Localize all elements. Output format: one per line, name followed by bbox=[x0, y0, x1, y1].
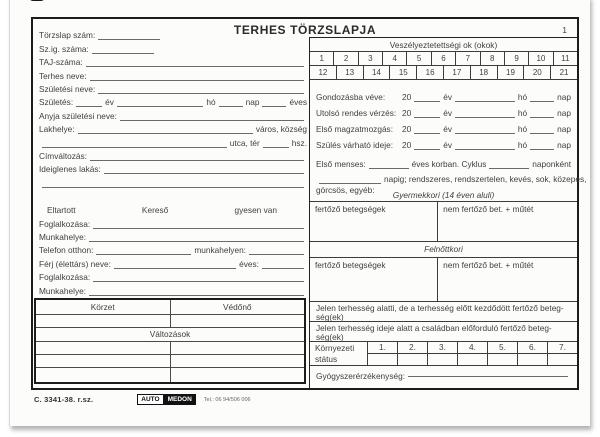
field-anyja-neve: Anyja születési neve: bbox=[39, 107, 307, 120]
write-line bbox=[455, 100, 515, 102]
field-lakhelye: Lakhelye: város, község bbox=[39, 124, 307, 135]
risk-cell: 11 bbox=[561, 54, 570, 63]
infect-box-child bbox=[310, 201, 577, 241]
paper-sheet bbox=[9, 0, 590, 426]
field-munkahelye-1: Munkahelye: bbox=[39, 229, 307, 242]
left-column bbox=[39, 27, 307, 296]
field-menses-napig: napig; rendszeres, rendszertelen, kevés, sok, közepes, bbox=[316, 169, 571, 184]
risk-cell: 13 bbox=[337, 66, 364, 79]
write-line bbox=[89, 240, 304, 242]
scan-artifact bbox=[29, 0, 45, 1]
status-options bbox=[39, 202, 307, 215]
field-munkahelye-2: Munkahelye: bbox=[39, 282, 307, 295]
kornyezeti-col: 2. bbox=[398, 342, 428, 365]
write-line bbox=[262, 267, 304, 269]
field-utca: utca, tér hsz. bbox=[39, 134, 307, 147]
cell-nem-fertozo: nem fertőző bet. + műtét bbox=[443, 260, 534, 270]
option-kereso: Kereső bbox=[141, 205, 169, 216]
table-header-row bbox=[36, 300, 304, 315]
section-jelen-terhesseg-csaladban: Jelen terhesség ideje alatt a családban előforduló fertőző beteg- ség(ek) bbox=[310, 321, 577, 341]
risk-cell: 18 bbox=[471, 66, 498, 79]
field-elso-menses: Első menses: éves korban. Cyklus naponként bbox=[316, 159, 572, 169]
risk-cell: 5 bbox=[407, 52, 431, 65]
write-line bbox=[104, 172, 304, 174]
write-line bbox=[319, 182, 381, 184]
kornyezeti-col: 1. bbox=[368, 342, 398, 365]
write-line bbox=[530, 116, 554, 118]
field-foglalkozasa-1: Foglalkozása: bbox=[39, 215, 307, 228]
write-line bbox=[530, 100, 554, 102]
korzet-vedono-table bbox=[34, 298, 306, 384]
risk-cell: 17 bbox=[444, 66, 471, 79]
header-korzet: Körzet bbox=[36, 300, 171, 314]
write-line bbox=[414, 132, 440, 134]
logo-medon: MEDON bbox=[164, 394, 196, 405]
table-row bbox=[36, 368, 304, 382]
kornyezeti-label: Környezeti státus bbox=[310, 342, 368, 365]
write-line bbox=[120, 119, 304, 121]
write-line bbox=[262, 105, 286, 107]
risk-cell: 3 bbox=[359, 52, 383, 65]
footer-phone: Tel.: 06 94/506 006 bbox=[203, 396, 251, 403]
table-row bbox=[36, 315, 304, 328]
section-header-felnottkori: Felnőttkori bbox=[310, 241, 577, 257]
write-line bbox=[42, 146, 227, 148]
field-foglalkozasa-2: Foglalkozása: bbox=[39, 269, 307, 282]
write-line bbox=[98, 38, 160, 40]
field-utolso-verzes: Utolsó rendes vérzés: 20 év hó nap bbox=[316, 108, 571, 118]
kornyezeti-col: 7. bbox=[548, 342, 577, 365]
form-code: C. 3341-38. r.sz. bbox=[34, 395, 94, 404]
printer-logo bbox=[137, 394, 196, 405]
right-panel bbox=[309, 37, 587, 388]
risk-cell: 20 bbox=[524, 66, 551, 79]
write-line bbox=[414, 100, 440, 102]
write-line bbox=[369, 167, 409, 169]
field-ferj-neve: Férj (élettárs) neve: éves: bbox=[39, 255, 307, 268]
write-line bbox=[489, 167, 529, 169]
field-torzslap-szam: Törzslap szám: bbox=[39, 27, 307, 40]
write-line bbox=[263, 146, 289, 148]
risk-numbers-row-1 bbox=[310, 52, 577, 66]
write-line bbox=[219, 105, 243, 107]
write-line bbox=[117, 105, 203, 107]
write-line bbox=[98, 92, 304, 94]
write-line bbox=[93, 280, 304, 282]
cell-nem-fertozo: nem fertőző bet. + műtét bbox=[443, 204, 534, 214]
field-elso-magzatmozgas: Első magzatmozgás: 20 év hó nap bbox=[316, 124, 571, 134]
risk-cell: 15 bbox=[390, 66, 417, 79]
form-border bbox=[31, 17, 587, 390]
section-header-gyermekkori: Gyermekkori (14 éven aluli) bbox=[392, 190, 495, 200]
field-menses-egyeb: görcsös, egyéb: bbox=[316, 185, 375, 195]
kornyezeti-col: 4. bbox=[458, 342, 488, 365]
field-blank-line bbox=[39, 178, 307, 188]
page-number: 1 bbox=[562, 25, 567, 35]
field-cimvaltozas: Címváltozás: bbox=[39, 148, 307, 161]
write-line bbox=[455, 116, 515, 118]
footer bbox=[34, 394, 251, 405]
kornyezeti-col: 3. bbox=[428, 342, 458, 365]
write-line bbox=[408, 375, 568, 377]
kornyezeti-col: 6. bbox=[518, 342, 548, 365]
risk-cell: 14 bbox=[364, 66, 391, 79]
write-line bbox=[249, 253, 304, 255]
write-line bbox=[530, 132, 554, 134]
field-terhes-neve: Terhes neve: bbox=[39, 67, 307, 80]
section-jelen-terhesseg-alatti: Jelen terhesség alatti, de a terhesség előtt kezdődött fertőző beteg- ség(ek) bbox=[310, 301, 577, 321]
risk-table-header: Veszélyeztetettségi ok (okok) bbox=[310, 38, 577, 52]
risk-cell: 12 bbox=[310, 66, 337, 79]
logo-auto: AUTO bbox=[137, 394, 163, 405]
infect-box-adult bbox=[310, 257, 577, 301]
field-ideiglenes-lakas: Ideiglenes lakás: bbox=[39, 161, 307, 174]
write-line bbox=[455, 132, 515, 134]
risk-cell: 10 bbox=[529, 52, 553, 65]
risk-cell: 2 bbox=[334, 52, 358, 65]
field-szuletes: Születés: év hó nap éves bbox=[39, 97, 307, 108]
write-line bbox=[78, 132, 253, 134]
kornyezeti-col: 5. bbox=[488, 342, 518, 365]
risk-cell: 21 bbox=[559, 68, 569, 77]
risk-cell: 7 bbox=[456, 52, 480, 65]
write-line bbox=[42, 186, 304, 188]
write-line bbox=[90, 79, 304, 81]
write-line bbox=[86, 65, 304, 67]
risk-cell: 9 bbox=[505, 52, 529, 65]
table-row bbox=[36, 342, 304, 355]
write-line bbox=[89, 294, 304, 296]
kornyezeti-status-table bbox=[310, 341, 577, 366]
risk-cell: 4 bbox=[383, 52, 407, 65]
field-telefon: Telefon otthon: munkahelyen: bbox=[39, 242, 307, 255]
cell-fertozo-betegsegek: fertőző betegségek bbox=[310, 258, 438, 301]
field-gyogyszererzekenyseg: Gyógyszerérzékenység: bbox=[310, 366, 577, 388]
risk-cell: 1 bbox=[310, 52, 334, 65]
write-line bbox=[90, 159, 304, 161]
risk-cell: 6 bbox=[432, 52, 456, 65]
option-eltartott: Eltartott bbox=[47, 205, 76, 216]
field-szuletesi-neve: Születési neve: bbox=[39, 81, 307, 94]
risk-cell: 8 bbox=[481, 52, 505, 65]
write-line bbox=[93, 227, 304, 229]
option-gyesen-van: gyesen van bbox=[234, 205, 277, 216]
field-szig-szama: Sz.ig. száma: bbox=[39, 40, 307, 53]
header-vedono: Védőnő bbox=[222, 302, 252, 312]
write-line bbox=[414, 116, 440, 118]
pregnancy-dates bbox=[310, 80, 577, 150]
write-line bbox=[96, 253, 191, 255]
write-line bbox=[114, 267, 236, 269]
risk-cell: 19 bbox=[498, 66, 525, 79]
field-gondozasba-veve: Gondozásba véve: 20 év hó nap bbox=[316, 92, 571, 102]
page-title: TERHES TÖRZSLAPJA bbox=[233, 23, 377, 37]
field-taj-szama: TAJ-száma: bbox=[39, 54, 307, 67]
write-line bbox=[76, 105, 102, 107]
risk-numbers-row-2 bbox=[310, 66, 577, 80]
field-szules-varhato: Szülés várható ideje: 20 év hó nap bbox=[316, 140, 571, 150]
cell-fertozo-betegsegek: fertőző betegségek bbox=[310, 202, 438, 241]
write-line bbox=[92, 52, 154, 54]
table-section-valtozasok: Változások bbox=[36, 328, 304, 342]
risk-cell: 16 bbox=[417, 66, 444, 79]
table-row bbox=[36, 355, 304, 368]
